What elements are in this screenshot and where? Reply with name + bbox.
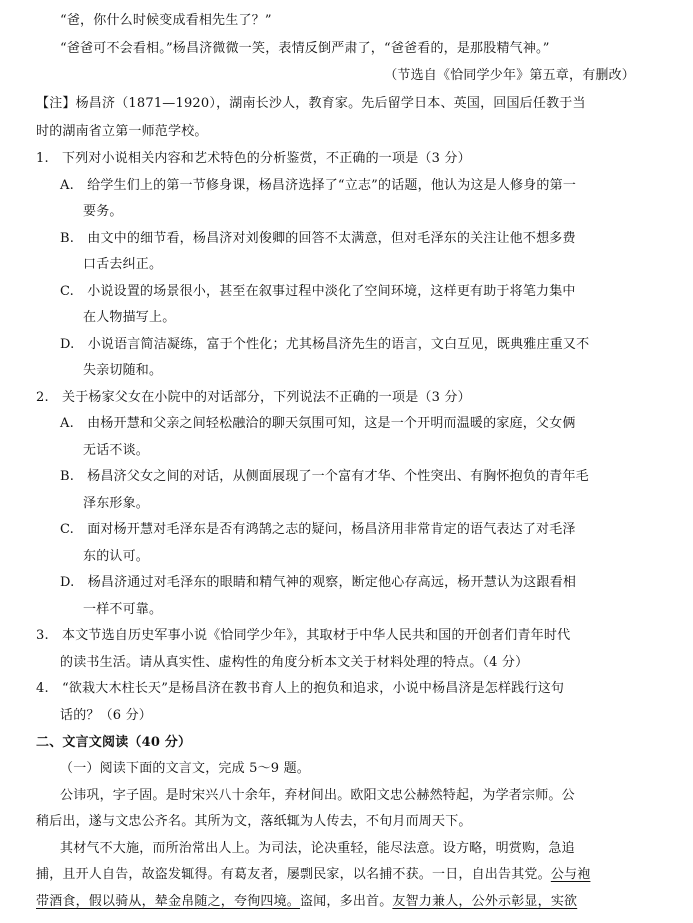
classical-text-line-4-main: 捕，且开人自告，故盗发辄得。有葛友者，屡剽民家，以名捕不获。一日，自出告其党。	[36, 867, 551, 882]
classical-text-line-2: 稍后出，遂与文忠公齐名。其所为文，落纸辄为人传去，不旬月而周天下。	[36, 814, 472, 829]
q1-option-a-cont: 要务。	[83, 204, 123, 219]
annotation-line-2: 时的湖南省立第一师范学校。	[36, 124, 208, 139]
underlined-phrase-end: 带酒食，假以骑从，辇金帛随之，夸徇四境。	[36, 894, 301, 909]
question-4-line-1: 4. “欲栽大木柱长天”是杨昌济在教书育人上的抱负和追求，小说中杨昌济是怎样践行这句	[36, 681, 565, 696]
classical-text-line-5	[36, 893, 577, 911]
q1-option-b: B. 由文中的细节看，杨昌济对刘俊卿的回答不太满意，但对毛泽东的关注让他不想多费	[60, 231, 576, 246]
classical-text-line-1: 公讳巩，字子固。是时宋兴八十余年，弃材间出。欧阳文忠公赫然特起，为学者宗师。公	[60, 788, 575, 803]
dialogue-line-1: “爸，你什么时候变成看相先生了？”	[60, 13, 272, 28]
q1-option-c-cont: 在人物描写上。	[83, 310, 176, 325]
q2-option-d-cont: 一样不可靠。	[83, 602, 163, 617]
q1-option-a: A. 给学生们上的第一节修身课，杨昌济选择了“立志”的话题，他认为这是人修身的第一	[60, 178, 577, 193]
q1-option-c: C. 小说设置的场景很小，甚至在叙事过程中淡化了空间环境，这样更有助于将笔力集中	[60, 284, 576, 299]
underlined-phrase-2: 友智力兼人，公外示彰显，实欲	[392, 894, 578, 909]
q2-option-b: B. 杨昌济父女之间的对话，从侧面展现了一个富有才华、个性突出、有胸怀抱负的青年毛	[60, 469, 589, 484]
question-2-stem: 2. 关于杨家父女在小院中的对话部分，下列说法不正确的一项是（3 分）	[36, 390, 471, 405]
underlined-phrase-start: 公与袍	[550, 867, 591, 882]
question-4-line-2: 话的？（6 分）	[60, 708, 153, 723]
question-3-line-1: 3. 本文节选自历史军事小说《恰同学少年》，其取材于中华人民共和国的开创者们青年时代	[36, 628, 571, 643]
q2-option-c: C. 面对杨开慧对毛泽东是否有鸿鹄之志的疑问，杨昌济用非常肯定的语气表达了对毛泽	[60, 522, 576, 537]
question-3-line-2: 的读书生活。请从真实性、虚构性的角度分析本文关于材料处理的特点。（4 分）	[60, 655, 529, 670]
q1-option-d-cont: 失亲切随和。	[83, 363, 163, 378]
q2-option-b-cont: 泽东形象。	[83, 496, 150, 511]
source-citation: （节选自《恰同学少年》第五章，有删改）	[384, 68, 635, 83]
q2-option-c-cont: 东的认可。	[83, 549, 150, 564]
classical-text-line-4	[36, 866, 590, 884]
question-1-stem: 1. 下列对小说相关内容和艺术特色的分析鉴赏，不正确的一项是（3 分）	[36, 151, 471, 166]
classical-text-line-3: 其材气不大施，而所治常出人上。为司法，论决重轻，能尽法意。设方略，明赏购，急追	[60, 841, 575, 856]
annotation-line-1: 【注】杨昌济（1871—1920），湖南长沙人，教育家。先后留学日本、英国，回国后任教于当	[36, 96, 586, 111]
classical-text-line-5-middle: 盗闻，多出首。	[300, 894, 393, 909]
q1-option-d: D. 小说语言简洁凝练，富于个性化；尤其杨昌济先生的语言，文白互见，既典雅庄重又不	[60, 337, 590, 352]
q2-option-d: D. 杨昌济通过对毛泽东的眼睛和精气神的观察，断定他心存高远，杨开慧认为这跟看相	[60, 575, 577, 590]
section-2-heading: 二、文言文阅读（40 分）	[36, 735, 192, 750]
q1-option-b-cont: 口舌去纠正。	[83, 257, 163, 272]
q2-option-a-cont: 无话不谈。	[83, 443, 150, 458]
q2-option-a: A. 由杨开慧和父亲之间轻松融洽的聊天氛围可知，这是一个开明而温暖的家庭，父女俩	[60, 416, 576, 431]
section-2-instruction: （一）阅读下面的文言文，完成 5～9 题。	[60, 761, 311, 776]
dialogue-line-2: “爸爸可不会看相。”杨昌济微微一笑，表情反倒严肃了，“爸爸看的，是那股精气神。”	[60, 41, 550, 56]
